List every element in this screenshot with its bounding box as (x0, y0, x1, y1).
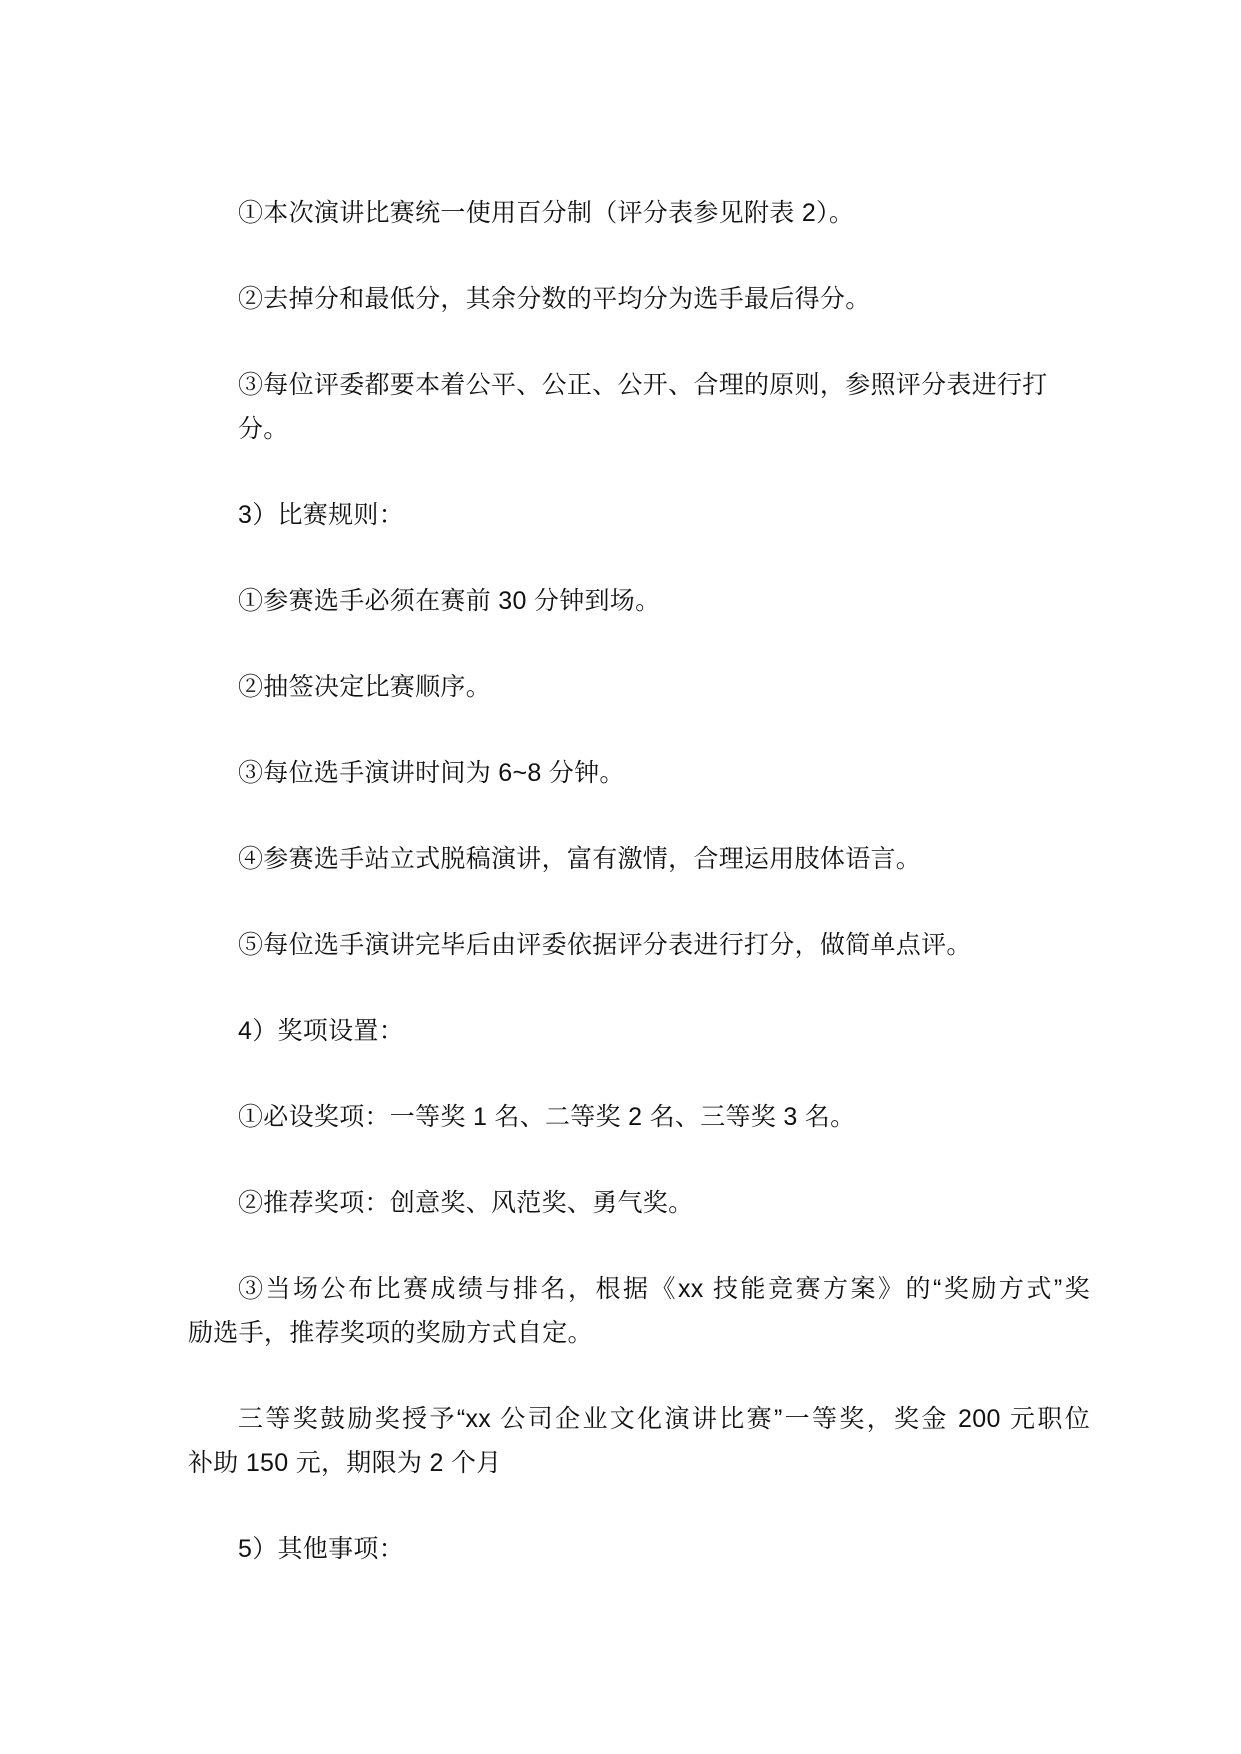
paragraph (188, 1397, 1090, 1485)
paragraph-heading (188, 1009, 1090, 1053)
paragraph (188, 751, 1090, 795)
paragraph-heading (188, 493, 1090, 537)
paragraph (188, 1181, 1090, 1225)
document-body (188, 191, 1090, 1571)
paragraph (188, 665, 1090, 709)
text-line: ③每位选手演讲时间为 6~8 分钟。 (238, 759, 625, 787)
text-line: ①必设奖项：一等奖 1 名、二等奖 2 名、三等奖 3 名。 (238, 1103, 856, 1131)
text-line: ④参赛选手站立式脱稿演讲，富有激情，合理运用肢体语言。 (238, 845, 922, 873)
text-line: ③每位评委都要本着公平、公正、公开、合理的原则，参照评分表进行打分。 (238, 371, 1048, 443)
paragraph-heading (188, 1527, 1090, 1571)
paragraph (188, 1267, 1090, 1355)
paragraph (188, 579, 1090, 623)
text-line: ①本次演讲比赛统一使用百分制（评分表参见附表 2）。 (238, 199, 855, 227)
text-line: 3）比赛规则： (238, 501, 405, 529)
text-line: ①参赛选手必须在赛前 30 分钟到场。 (238, 587, 661, 615)
text-line: ②抽签决定比赛顺序。 (238, 673, 492, 701)
text-line: ⑤每位选手演讲完毕后由评委依据评分表进行打分，做简单点评。 (238, 931, 972, 959)
paragraph (188, 923, 1090, 967)
paragraph (188, 837, 1090, 881)
text-line: 4）奖项设置： (238, 1017, 405, 1045)
text-line: 5）其他事项： (238, 1535, 405, 1563)
paragraph (188, 277, 1090, 321)
text-line: ③当场公布比赛成绩与排名，根据《xx 技能竞赛方案》的“奖励方式”奖 (238, 1275, 1090, 1303)
text-line: 三等奖鼓励奖授予“xx 公司企业文化演讲比赛”一等奖，奖金 200 元职位 (238, 1405, 1090, 1433)
text-line: ②去掉分和最低分，其余分数的平均分为选手最后得分。 (238, 285, 871, 313)
paragraph (188, 363, 1090, 451)
text-line: 励选手，推荐奖项的奖励方式自定。 (188, 1319, 593, 1347)
paragraph (188, 1095, 1090, 1139)
text-line: 补助 150 元，期限为 2 个月 (188, 1449, 502, 1477)
text-line: ②推荐奖项：创意奖、风范奖、勇气奖。 (238, 1189, 694, 1217)
paragraph (188, 191, 1090, 235)
